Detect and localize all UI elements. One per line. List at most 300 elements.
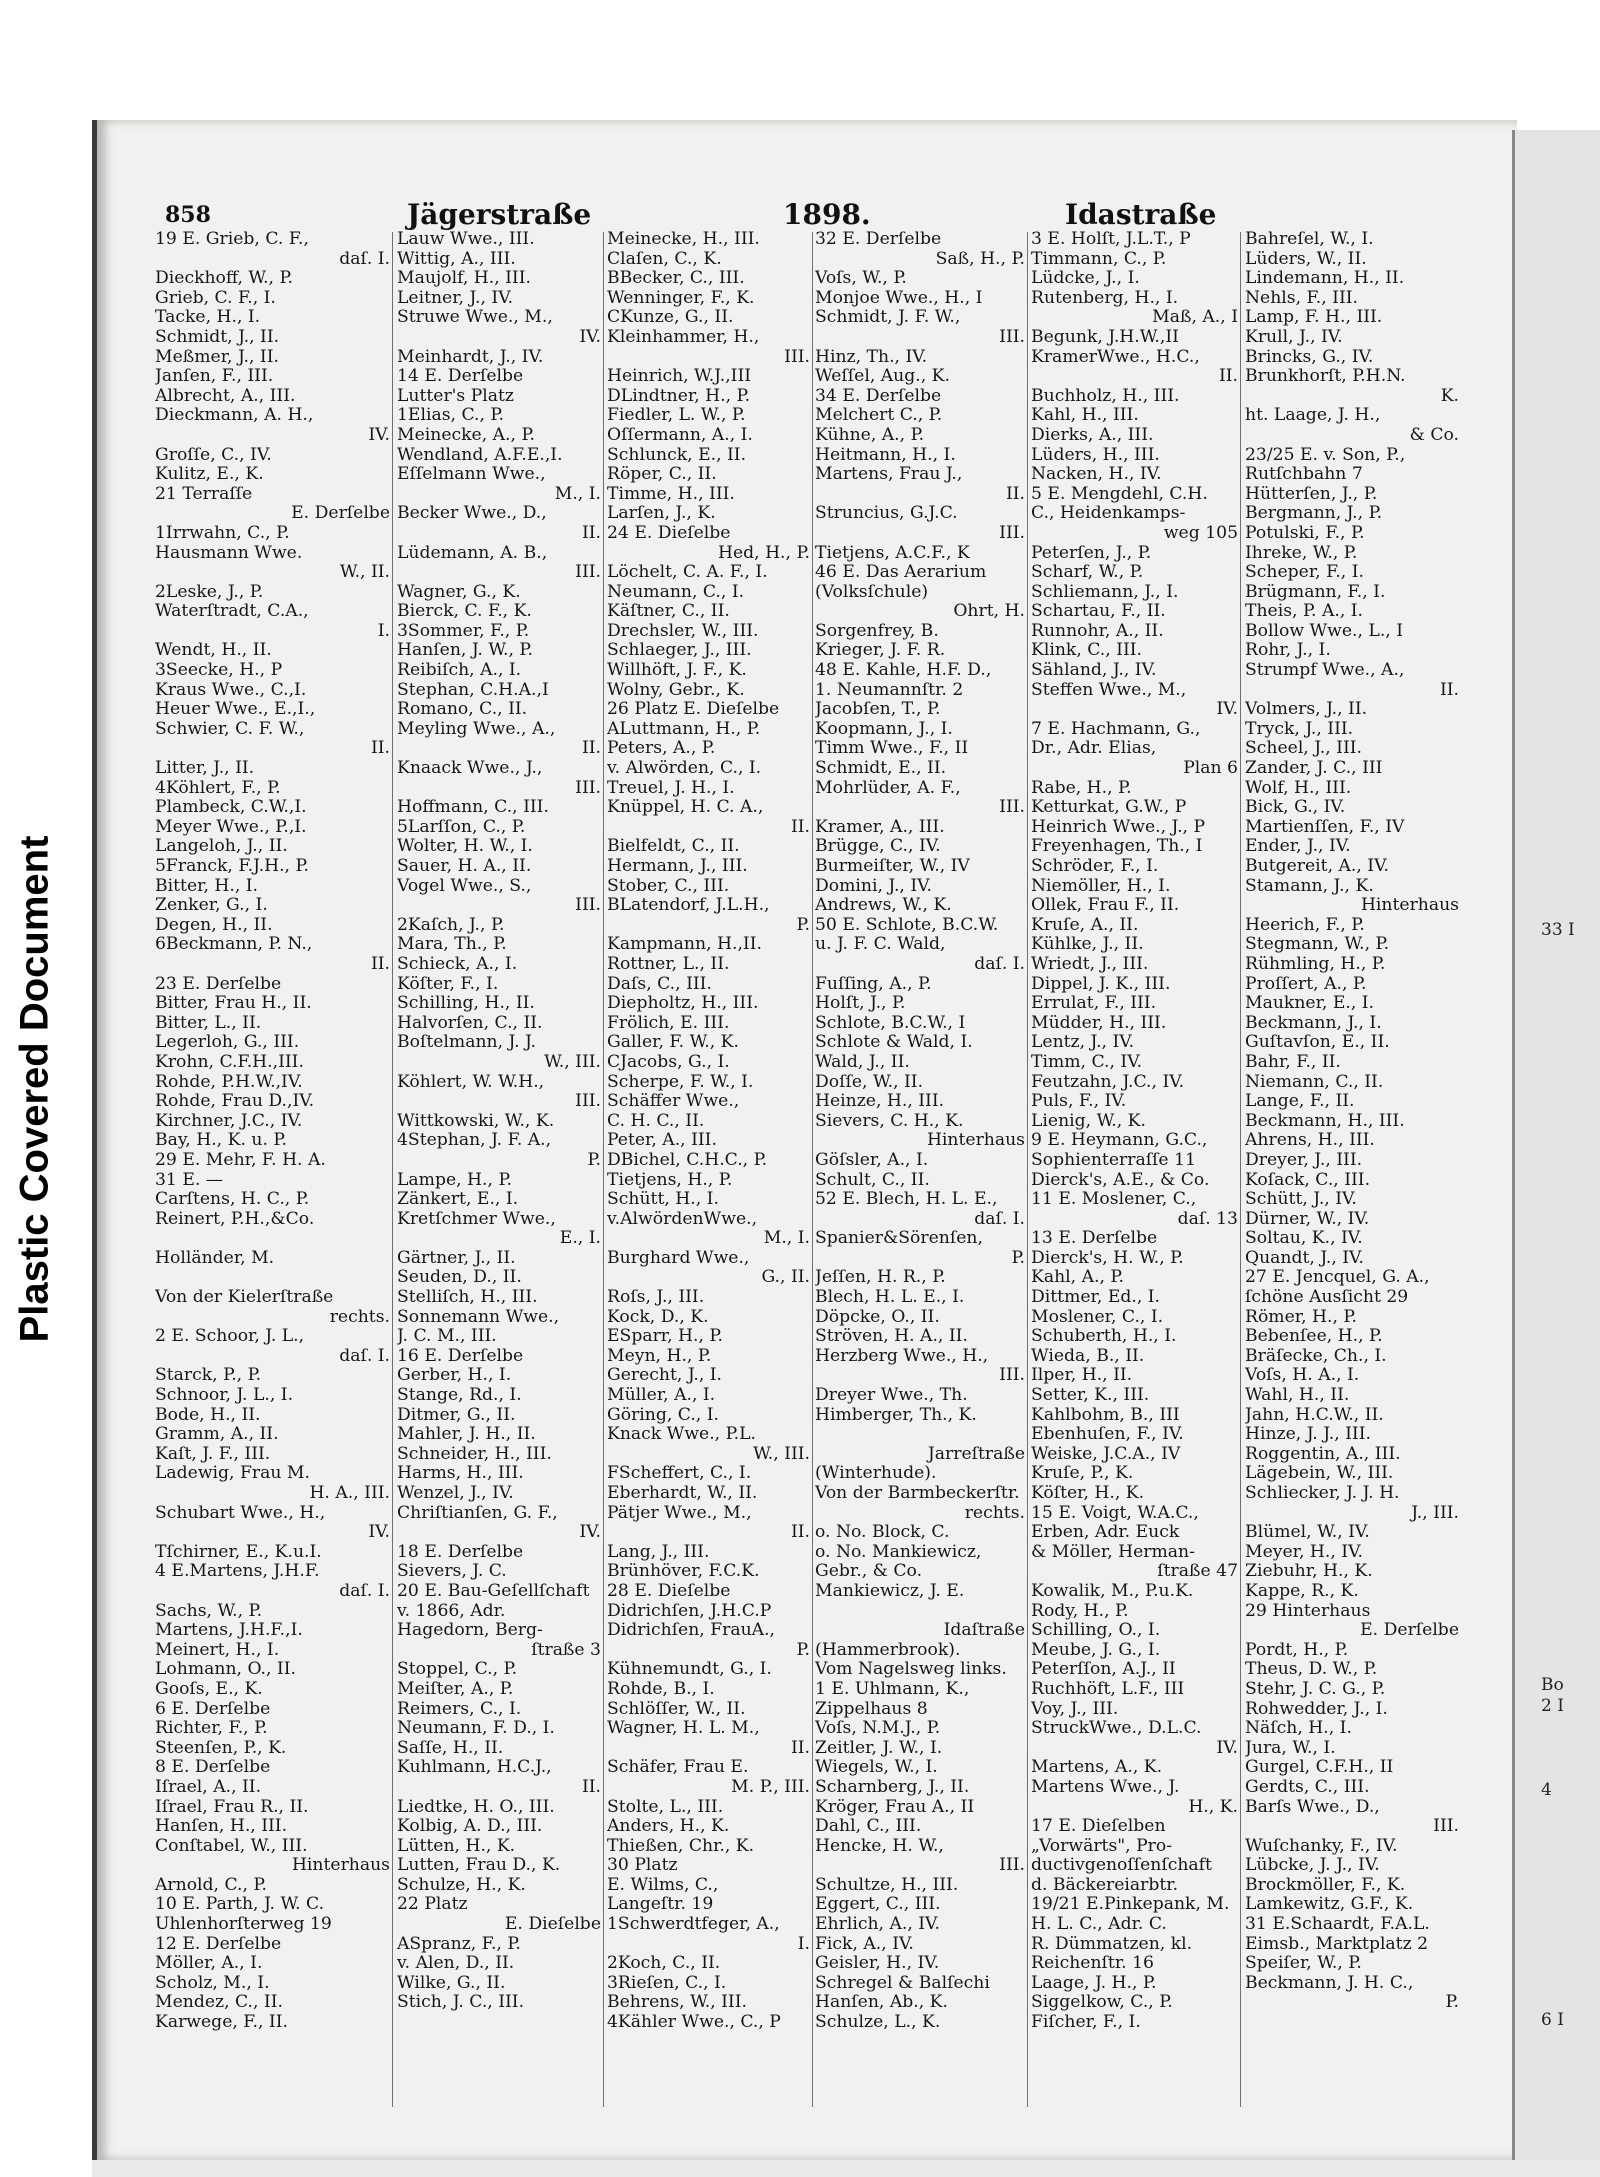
directory-line: 29 E. Mehr, F. H. A.: [155, 1150, 326, 1170]
directory-line: Oſſermann, A., I.: [607, 425, 753, 445]
directory-line: Schwier, C. F. W.,: [155, 719, 305, 739]
directory-column-6: [1245, 230, 1459, 2013]
directory-line: Rohde, B., I.: [607, 1679, 715, 1699]
directory-line: Lienig, W., K.: [1031, 1111, 1146, 1131]
directory-line: IV.: [579, 327, 601, 347]
directory-line: Rody, H., P.: [1031, 1601, 1129, 1621]
directory-line: Langeloh, J., II.: [155, 837, 288, 857]
directory-line: Käſtner, C., II.: [607, 602, 730, 622]
directory-line: Heinrich, W.J.,III: [607, 367, 752, 387]
directory-line: Kühnemundt, G., I.: [607, 1660, 772, 1680]
directory-line: Sievers, J. C.: [397, 1562, 507, 1582]
directory-line: Daſs, C., III.: [607, 974, 712, 994]
directory-line: Holſt, J., P.: [815, 994, 906, 1014]
directory-line: Nacken, H., IV.: [1031, 465, 1162, 485]
directory-line: Feutzahn, J.C., IV.: [1031, 1072, 1185, 1092]
directory-line: Schartau, F., II.: [1031, 602, 1166, 622]
directory-line: Wald, J., II.: [815, 1052, 910, 1072]
directory-line: Pätjer Wwe., M.,: [607, 1503, 752, 1523]
directory-line: 13 E. Derſelbe: [1031, 1229, 1158, 1249]
directory-page: [92, 120, 1517, 2160]
directory-line: Meyn, H., P.: [607, 1346, 712, 1366]
directory-line: Romano, C., II.: [397, 700, 528, 720]
directory-line: Hausmann Wwe.: [155, 543, 303, 563]
directory-line: Mankiewicz, J. E.: [815, 1581, 965, 1601]
directory-line: Arnold, C., P.: [155, 1875, 267, 1895]
directory-line: Löchelt, C. A. F., I.: [607, 563, 768, 583]
directory-line: Schult, C., II.: [815, 1170, 930, 1190]
directory-line: Jahn, H.C.W., II.: [1245, 1405, 1384, 1425]
directory-line: IV.: [368, 1523, 390, 1543]
directory-line: Ihreke, W., P.: [1245, 543, 1358, 563]
directory-line: KramerWwe., H.C.,: [1031, 347, 1200, 367]
directory-line: 52 E. Blech, H. L. E.,: [815, 1190, 998, 1210]
directory-line: o. No. Mankiewicz,: [815, 1542, 982, 1562]
directory-line: daſ. 13: [1177, 1209, 1238, 1229]
directory-line: Anders, H., K.: [607, 1817, 730, 1837]
directory-line: Fiedler, L. W., P.: [607, 406, 746, 426]
directory-line: Barſs Wwe., D.,: [1245, 1797, 1380, 1817]
directory-line: 22 Platz: [397, 1895, 468, 1915]
directory-line: Ströven, H. A., II.: [815, 1327, 968, 1347]
directory-line: 9 E. Heymann, G.C.,: [1031, 1131, 1208, 1151]
directory-line: Stelliſch, H., III.: [397, 1288, 538, 1308]
directory-line: Voſs, N.M.J., P.: [815, 1719, 941, 1739]
directory-line: & Co.: [1409, 425, 1459, 445]
directory-line: 1Irrwahn, C., P.: [155, 523, 290, 543]
directory-line: Kleinhammer, H.,: [607, 327, 760, 347]
directory-line: Hoffmann, C., III.: [397, 798, 549, 818]
directory-line: Litter, J., II.: [155, 759, 255, 779]
directory-line: W., III.: [544, 1052, 601, 1072]
directory-line: 4Köhlert, F., P.: [155, 778, 281, 798]
directory-line: Roſs, J., III.: [607, 1288, 705, 1308]
directory-line: d. Bäckereiarbtr.: [1031, 1875, 1179, 1895]
directory-line: 3Sommer, F., P.: [397, 621, 530, 641]
directory-line: Rohde, Frau D.,IV.: [155, 1092, 315, 1112]
directory-line: II.: [581, 523, 601, 543]
directory-line: Uhlenhorſterweg 19: [155, 1915, 332, 1935]
directory-line: Krull, J., IV.: [1245, 327, 1343, 347]
directory-line: Karwege, F., II.: [155, 2013, 288, 2033]
directory-line: Groſſe, C., IV.: [155, 445, 272, 465]
directory-line: Schmidt, J., II.: [155, 327, 280, 347]
directory-line: E. Wilms, C.,: [607, 1875, 719, 1895]
directory-line: Wriedt, J., III.: [1031, 954, 1149, 974]
directory-line: Ohrt, H.: [953, 602, 1025, 622]
directory-line: Waterſtradt, C.A.,: [155, 602, 309, 622]
directory-line: Bick, G., IV.: [1245, 798, 1346, 818]
directory-line: E. Derſelbe: [1360, 1621, 1459, 1641]
directory-line: „Vorwärts", Pro-: [1031, 1836, 1173, 1856]
directory-line: Lohmann, O., II.: [155, 1660, 296, 1680]
directory-line: Ketturkat, G.W., P: [1031, 798, 1187, 818]
directory-line: Lüdemann, A. B.,: [397, 543, 548, 563]
directory-line: Wolny, Gebr., K.: [607, 680, 745, 700]
directory-line: Brügge, C., IV.: [815, 837, 941, 857]
directory-line: Scharf, W., P.: [1031, 563, 1144, 583]
directory-line: G., II.: [761, 1268, 810, 1288]
directory-line: Guſtavſon, E., II.: [1245, 1033, 1390, 1053]
directory-line: Theis, P. A., I.: [1245, 602, 1364, 622]
directory-line: Heinze, H., III.: [815, 1092, 945, 1112]
directory-line: Proſſert, A., P.: [1245, 974, 1367, 994]
directory-line: Stehr, J. C. G., P.: [1245, 1679, 1386, 1699]
directory-line: I.: [797, 1934, 810, 1954]
directory-line: III.: [999, 327, 1025, 347]
directory-line: Setter, K., III.: [1031, 1386, 1150, 1406]
directory-line: Claſen, C., K.: [607, 249, 722, 269]
directory-line: Kolbig, A. D., III.: [397, 1817, 543, 1837]
directory-line: 30 Platz: [607, 1856, 678, 1876]
directory-line: CJacobs, G., I.: [607, 1052, 730, 1072]
directory-line: IV.: [1216, 1738, 1238, 1758]
adjacent-page-fragment: 33 I: [1541, 920, 1575, 940]
directory-line: J., III.: [1411, 1503, 1459, 1523]
directory-line: M., I.: [763, 1229, 810, 1249]
directory-line: Näſch, H., I.: [1245, 1719, 1352, 1739]
directory-line: Bierck, C. F., K.: [397, 602, 532, 622]
directory-line: III.: [999, 798, 1025, 818]
directory-line: II.: [790, 1738, 810, 1758]
directory-line: (Volksſchule): [815, 582, 929, 602]
directory-line: Kahlbohm, B., III: [1031, 1405, 1180, 1425]
directory-line: Weiske, J.C.A., IV: [1031, 1444, 1181, 1464]
directory-line: v. 1866, Adr.: [397, 1601, 506, 1621]
directory-line: Burghard Wwe.,: [607, 1248, 750, 1268]
directory-line: Scharnberg, J., II.: [815, 1777, 970, 1797]
directory-line: 5Larſſon, C., P.: [397, 817, 526, 837]
directory-line: daſ. I.: [974, 1209, 1025, 1229]
directory-line: E., I.: [559, 1229, 601, 1249]
adjacent-page-fragment: 2 I: [1541, 1696, 1564, 1716]
directory-line: Bräſecke, Ch., I.: [1245, 1346, 1387, 1366]
directory-line: Bergmann, J., P.: [1245, 504, 1383, 524]
directory-line: Gebr., & Co.: [815, 1562, 923, 1582]
directory-line: DLindtner, H., P.: [607, 386, 751, 406]
directory-line: Schilling, H., II.: [397, 994, 535, 1014]
directory-line: daſ. I.: [339, 1581, 390, 1601]
directory-line: IV.: [1216, 700, 1238, 720]
directory-line: Neumann, F. D., I.: [397, 1719, 555, 1739]
directory-line: III.: [575, 1092, 601, 1112]
directory-line: P.: [1445, 1993, 1459, 2013]
directory-line: Voy, J., III.: [1031, 1699, 1119, 1719]
directory-line: Ziebuhr, H., K.: [1245, 1562, 1373, 1582]
directory-line: Eberhardt, W., II.: [607, 1484, 758, 1503]
directory-line: Bitter, Frau H., II.: [155, 994, 312, 1014]
directory-line: Martens, Frau J.,: [815, 465, 963, 485]
directory-line: 24 E. Dieſelbe: [607, 523, 731, 543]
directory-line: Seuden, D., II.: [397, 1268, 522, 1288]
directory-line: Kappe, R., K.: [1245, 1581, 1359, 1601]
directory-line: Wuſchanky, F., IV.: [1245, 1836, 1398, 1856]
directory-line: Kirchner, J.C., IV.: [155, 1111, 303, 1131]
adjacent-page-fragment: Bo: [1541, 1675, 1564, 1695]
directory-line: Lamp, F. H., III.: [1245, 308, 1383, 328]
directory-line: Roggentin, A., III.: [1245, 1444, 1401, 1464]
directory-line: u. J. F. C. Wald,: [815, 935, 946, 955]
directory-line: Martens Wwe., J.: [1031, 1777, 1180, 1797]
directory-line: Peter, A., III.: [607, 1131, 717, 1151]
directory-line: IV.: [368, 425, 390, 445]
directory-line: Heinrich Wwe., J., P: [1031, 817, 1206, 837]
directory-line: Erben, Adr. Euck: [1031, 1523, 1180, 1543]
directory-line: P.: [796, 1640, 810, 1660]
directory-line: Albrecht, A., III.: [155, 386, 296, 406]
directory-line: Köſter, F., I.: [397, 974, 499, 994]
directory-line: P.: [1011, 1248, 1025, 1268]
directory-line: Wolter, H. W., I.: [397, 837, 533, 857]
directory-line: 31 E.Schaardt, F.A.L.: [1245, 1915, 1430, 1935]
directory-line: Fiſcher, F., I.: [1031, 2013, 1141, 2033]
directory-line: Reibiſch, A., I.: [397, 661, 522, 681]
directory-line: 12 E. Derſelbe: [155, 1934, 282, 1954]
directory-line: Runnohr, A., II.: [1031, 621, 1164, 641]
directory-line: II.: [1005, 484, 1025, 504]
directory-line: Rutenberg, H., I.: [1031, 288, 1179, 308]
directory-line: 5Franck, F.J.H., P.: [155, 857, 310, 876]
directory-line: daſ. I.: [974, 954, 1025, 974]
directory-line: Bielfeldt, C., II.: [607, 837, 740, 857]
directory-line: K.: [1440, 386, 1459, 406]
directory-line: 8 E. Derſelbe: [155, 1758, 271, 1778]
directory-line: Heitmann, H., I.: [815, 445, 956, 465]
directory-line: Ehrlich, A., IV.: [815, 1915, 940, 1935]
directory-line: DBichel, C.H.C., P.: [607, 1150, 768, 1170]
directory-line: Lange, F., II.: [1245, 1092, 1355, 1112]
directory-line: Wilke, G., II.: [397, 1973, 506, 1993]
directory-line: Tacke, H., I.: [155, 308, 261, 328]
directory-line: Köſter, H., K.: [1031, 1484, 1145, 1503]
directory-line: Hütterſen, J., P.: [1245, 484, 1378, 504]
directory-line: 3Rieſen, C., I.: [607, 1973, 727, 1993]
directory-line: Rohde, P.H.W.,IV.: [155, 1072, 303, 1092]
directory-line: ſtraße 3: [531, 1640, 601, 1660]
directory-line: Lüders, H., III.: [1031, 445, 1160, 465]
directory-line: 2Kaſch, J., P.: [397, 915, 505, 935]
directory-line: 48 E. Kahle, H.F. D.,: [815, 661, 992, 681]
directory-line: Göſsler, A., I.: [815, 1150, 929, 1170]
directory-line: [815, 1602, 1025, 1622]
directory-line: Hanſen, Ab., K.: [815, 1993, 948, 2013]
directory-line: BBecker, C., III.: [607, 269, 745, 289]
directory-line: Bitter, H., I.: [155, 876, 258, 896]
directory-line: Laage, J. H., P.: [1031, 1973, 1157, 1993]
directory-column-1: [155, 230, 390, 2033]
directory-line: C., Heidenkamps-: [1031, 504, 1186, 524]
directory-line: Von der Barmbeckerſtr.: [815, 1484, 1020, 1503]
directory-line: Monjoe Wwe., H., I: [815, 288, 983, 308]
directory-line: Wittig, A., III.: [397, 249, 516, 269]
directory-line: W., III.: [753, 1444, 810, 1464]
directory-line: Lampe, H., P.: [397, 1170, 512, 1190]
directory-line: Kaſt, J. F., III.: [155, 1444, 271, 1464]
directory-line: Schilling, O., I.: [1031, 1621, 1161, 1641]
directory-line: Beckmann, J. H. C.,: [1245, 1973, 1414, 1993]
directory-line: rechts.: [964, 1503, 1025, 1523]
directory-line: Begunk, J.H.W.,II: [1031, 327, 1179, 347]
directory-line: Meinecke, H., III.: [607, 230, 760, 249]
directory-line: Stober, C., III.: [607, 876, 730, 896]
directory-line: Gärtner, J., II.: [397, 1248, 516, 1268]
directory-line: Bitter, L., II.: [155, 1013, 262, 1033]
directory-line: M. P., III.: [731, 1777, 810, 1797]
directory-line: Hinterhaus: [1360, 896, 1459, 916]
directory-line: Fick, A., IV.: [815, 1934, 914, 1954]
directory-line: Schieck, A., I.: [397, 954, 518, 974]
directory-line: Thießen, Chr., K.: [607, 1836, 755, 1856]
directory-line: Sorgenfrey, B.: [815, 621, 939, 641]
directory-line: Hermann, J., III.: [607, 857, 748, 876]
directory-line: Wiegels, W., I.: [815, 1758, 938, 1778]
directory-line: Wagner, H. L. M.,: [607, 1719, 760, 1739]
directory-line: Stolte, L., III.: [607, 1797, 724, 1817]
directory-line: ſtraße 47: [1157, 1562, 1238, 1582]
directory-line: II.: [370, 954, 390, 974]
directory-line: Martens, J.H.F.,I.: [155, 1621, 303, 1641]
directory-line: Doſſe, W., II.: [815, 1072, 924, 1092]
directory-line: Peters, A., P.: [607, 739, 716, 759]
directory-line: 2Koch, C., II.: [607, 1954, 721, 1974]
directory-line: Grieb, C. F., I.: [155, 288, 276, 308]
directory-line: 15 E. Voigt, W.A.C.,: [1031, 1503, 1199, 1523]
directory-line: Peterſſon, A.J., II: [1031, 1660, 1176, 1680]
directory-line: Sauer, H. A., II.: [397, 857, 532, 876]
directory-line: H. L. C., Adr. C.: [1031, 1915, 1167, 1935]
directory-line: Lübcke, J. J., IV.: [1245, 1856, 1380, 1876]
directory-line: Ender, J., IV.: [1245, 837, 1351, 857]
directory-line: Tietjens, A.C.F., K: [815, 543, 970, 563]
directory-line: Zander, J. C., III: [1245, 759, 1383, 779]
directory-line: Schultze, H., III.: [815, 1875, 959, 1895]
left-street-heading: Jägerstraße: [407, 198, 592, 231]
directory-line: FScheffert, C., I.: [607, 1464, 752, 1484]
directory-line: Carſtens, H. C., P.: [155, 1190, 310, 1210]
directory-line: Dieckhoff, W., P.: [155, 269, 294, 289]
directory-line: Kulitz, E., K.: [155, 465, 264, 485]
directory-line: 5 E. Mengdehl, C.H.: [1031, 484, 1208, 504]
directory-line: Dippel, J. K., III.: [1031, 974, 1171, 994]
directory-line: Soltau, K., IV.: [1245, 1229, 1363, 1249]
directory-line: Lütten, H., K.: [397, 1836, 516, 1856]
directory-line: Jacobſen, T., P.: [815, 700, 941, 720]
directory-line: Meyling Wwe., A.,: [397, 719, 556, 739]
directory-line: Butgereit, A., IV.: [1245, 857, 1389, 876]
directory-line: 10 E. Parth, J. W. C.: [155, 1895, 325, 1915]
directory-line: Schneider, H., III.: [397, 1444, 552, 1464]
column-rule: [1240, 232, 1241, 2107]
directory-line: III.: [575, 896, 601, 916]
directory-line: Schmidt, J. F. W.,: [815, 308, 961, 328]
directory-line: Scheel, J., III.: [1245, 739, 1363, 759]
directory-line: Schäffer Wwe.,: [607, 1092, 740, 1112]
directory-line: & Möller, Herman-: [1031, 1542, 1195, 1562]
directory-line: Saſſe, H., II.: [397, 1738, 504, 1758]
directory-line: Scherpe, F. W., I.: [607, 1072, 754, 1092]
directory-line: Halvorſen, C., II.: [397, 1013, 543, 1033]
directory-line: Scheper, F., I.: [1245, 563, 1364, 583]
directory-line: CKunze, G., II.: [607, 308, 734, 328]
directory-line: Schliecker, J. J. H.: [1245, 1484, 1400, 1503]
directory-line: II.: [581, 1777, 601, 1797]
directory-line: Brincks, G., IV.: [1245, 347, 1374, 367]
directory-line: Koſack, C., III.: [1245, 1170, 1371, 1190]
directory-line: 4 E.Martens, J.H.F.: [155, 1562, 320, 1582]
directory-line: Röper, C., II.: [607, 465, 717, 485]
directory-line: Tryck, J., III.: [1245, 719, 1354, 739]
directory-line: Beckmann, J., I.: [1245, 1013, 1382, 1033]
directory-line: Stoppel, C., P.: [397, 1660, 518, 1680]
directory-line: Sievers, C. H., K.: [815, 1111, 964, 1131]
directory-line: Volmers, J., II.: [1245, 700, 1368, 720]
directory-line: 6 E. Derſelbe: [155, 1699, 271, 1719]
directory-line: Burmeiſter, W., IV: [815, 857, 970, 876]
directory-line: Dahl, C., III.: [815, 1817, 922, 1837]
directory-line: Chriſtianſen, G. F.,: [397, 1503, 558, 1523]
directory-line: Rabe, H., P.: [1031, 778, 1132, 798]
directory-line: 23/25 E. v. Son, P.,: [1245, 445, 1406, 465]
directory-line: daſ. I.: [339, 249, 390, 269]
directory-line: Timm Wwe., F., II: [815, 739, 969, 759]
directory-line: Meinert, H., I.: [155, 1640, 280, 1660]
directory-line: 21 Terraſſe: [155, 484, 253, 504]
directory-line: Moslener, C., I.: [1031, 1307, 1164, 1327]
directory-line: Dr., Adr. Elias,: [1031, 739, 1157, 759]
directory-line: Maß, A., I: [1152, 308, 1238, 328]
directory-line: Römer, H., P.: [1245, 1307, 1357, 1327]
directory-line: StruckWwe., D.L.C.: [1031, 1719, 1202, 1739]
directory-line: Dürner, W., IV.: [1245, 1209, 1370, 1229]
directory-line: 28 E. Dieſelbe: [607, 1581, 731, 1601]
directory-line: ASpranz, F., P.: [397, 1934, 521, 1954]
directory-line: 4Kähler Wwe., C., P: [607, 2013, 781, 2033]
directory-line: Rühmling, H., P.: [1245, 954, 1386, 974]
directory-line: Schröder, F., I.: [1031, 857, 1159, 876]
directory-line: Müdder, H., III.: [1031, 1013, 1167, 1033]
directory-line: Legerloh, G., III.: [155, 1033, 300, 1053]
directory-line: Stange, Rd., I.: [397, 1386, 522, 1406]
directory-line: Zippelhaus 8: [815, 1699, 928, 1719]
directory-line: Saß, H., P.: [935, 249, 1025, 269]
directory-line: Sähland, J., IV.: [1031, 661, 1157, 681]
directory-line: 1 E. Uhlmann, K.,: [815, 1679, 970, 1699]
directory-line: Bode, H., II.: [155, 1405, 261, 1425]
directory-line: Brünhöver, F.C.K.: [607, 1562, 760, 1582]
directory-line: Himberger, Th., K.: [815, 1405, 977, 1425]
year-heading: 1898.: [783, 198, 871, 231]
column-rule: [1027, 232, 1028, 2107]
directory-line: Mohrlüder, A. F.,: [815, 778, 961, 798]
directory-line: Langeſtr. 19: [607, 1895, 714, 1915]
directory-line: 1Schwerdtfeger, A.,: [607, 1915, 780, 1935]
directory-line: Buchholz, H., III.: [1031, 386, 1180, 406]
directory-line: Ollek, Frau F., II.: [1031, 896, 1180, 916]
directory-line: Heerich, F., P.: [1245, 915, 1365, 935]
directory-line: Lüdcke, J., I.: [1031, 269, 1140, 289]
directory-line: Stephan, C.H.A.,I: [397, 680, 549, 700]
directory-line: Schlote & Wald, I.: [815, 1033, 973, 1053]
directory-line: Schlöſſer, W., II.: [607, 1699, 746, 1719]
directory-line: Schlote, B.C.W., I: [815, 1013, 966, 1033]
directory-line: Martienſſen, F., IV: [1245, 817, 1405, 837]
directory-line: Andrews, W., K.: [815, 896, 952, 916]
directory-line: Lüders, W., II.: [1245, 249, 1367, 269]
directory-line: Janſen, F., III.: [155, 367, 274, 387]
directory-line: 16 E. Derſelbe: [397, 1346, 524, 1366]
directory-line: Heuer Wwe., E.,I.,: [155, 700, 316, 720]
directory-line: Conſtabel, W., III.: [155, 1836, 308, 1856]
